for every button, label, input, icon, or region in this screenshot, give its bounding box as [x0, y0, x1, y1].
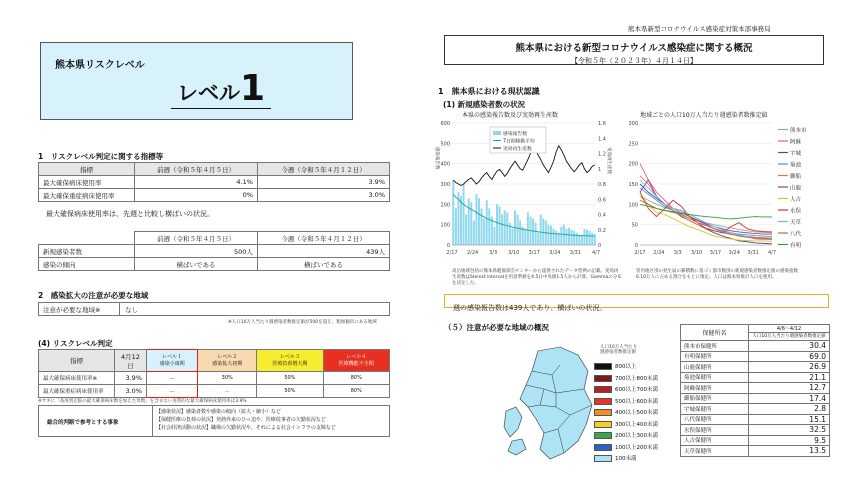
region-value: 13.5	[749, 446, 830, 457]
table-cell: 最大確保病床使用率	[39, 176, 135, 189]
y2-tick-label: 1.2	[598, 151, 606, 158]
summary-text: 週の感染報告数は439人であり、横ばいの状況。	[453, 304, 607, 312]
legend-label: 熊本市	[790, 128, 807, 134]
x-tick-label: 3/10	[508, 250, 520, 256]
table-cell: 80%	[323, 385, 389, 398]
y2-tick-label: 0.8	[598, 182, 606, 188]
map-legend-title: 人口10万人当たり週感染者数推定値	[600, 345, 638, 355]
table-row	[681, 446, 830, 457]
level-footnote: ※サギに「高度周辺院の最大確保病床数を加えた母数」を含まない実質的な最大確保病床使用率は3.9%	[38, 399, 247, 404]
level-name: レベル３	[279, 354, 300, 360]
y2-tick-label: 0.2	[598, 227, 606, 234]
table-cell: 3.9%	[115, 372, 147, 385]
org-name: 熊本県新型コロナウイルス感染症対策本部事務局	[628, 25, 771, 33]
table-row	[39, 385, 390, 398]
bar	[591, 233, 593, 245]
table-row	[681, 425, 830, 436]
bar	[578, 235, 580, 245]
table-row	[681, 351, 830, 362]
bar	[589, 231, 591, 245]
y2-tick-label: 0	[598, 243, 602, 249]
table-row	[39, 189, 390, 202]
bar	[475, 194, 477, 245]
region-table	[680, 324, 830, 457]
risk-level-number: 1	[240, 68, 266, 109]
legend-label: 阿蘇	[790, 139, 802, 146]
table-row	[39, 372, 390, 385]
region-name: 宇城保健所	[681, 404, 749, 415]
risk-level-title: 熊本県リスクレベル	[55, 60, 145, 71]
region-value: 69.0	[749, 351, 830, 362]
level-table	[38, 349, 390, 398]
series-line	[640, 204, 772, 219]
legend-label: 7日間移動平均	[503, 139, 535, 145]
y-tick-label: 200	[440, 202, 450, 209]
bar	[504, 210, 506, 245]
bar	[571, 230, 573, 245]
region-value: 30.4	[749, 341, 830, 352]
legend-item	[594, 443, 658, 455]
risk-level-label: レベル	[177, 81, 240, 105]
y2-tick-label: 0.6	[598, 197, 606, 204]
section4-title: (4) リスクレベル判定	[38, 339, 113, 348]
bar	[499, 206, 501, 245]
table-header: 前週（令和５年４月５日）	[135, 232, 258, 245]
table-row	[681, 414, 830, 425]
x-tick-label: 4/7	[591, 250, 601, 256]
y-tick-label: 50	[631, 222, 638, 229]
area-value: なし	[125, 306, 138, 314]
area-label: 注意が必要な地域※	[43, 306, 101, 314]
region-value: 15.1	[749, 414, 830, 425]
bar	[493, 227, 495, 245]
y2-axis-label: 実効再生産数	[606, 147, 611, 174]
divider	[152, 406, 153, 437]
table-cell: 30%	[198, 372, 257, 385]
region-name: 熊本市保健所	[681, 341, 749, 352]
bar	[560, 227, 562, 245]
indicator-table	[38, 162, 390, 202]
main-title: 熊本県における新型コロナウイルス感染症に関する概況	[515, 43, 753, 54]
level4-header	[323, 350, 389, 372]
chart1-note: 高岳地域包括の熊本県健康部会センターから提供されたデータ型例の記載。実効再生産数はSteinst intervalを用意準値を4.5日中央値1.5人から計算。Gammaの分布を決定した。	[452, 269, 622, 286]
region-name: 八代保健所	[681, 414, 749, 425]
map-legend	[594, 362, 658, 466]
legend-item	[594, 408, 658, 420]
legend-label: 500以上600未満	[615, 398, 658, 405]
table-cell: 500人	[135, 245, 258, 258]
y2-tick-label: 1.4	[598, 136, 606, 143]
bar	[542, 219, 544, 245]
y-tick-label: 150	[628, 182, 638, 188]
bar	[550, 226, 552, 245]
table-cell: 横ばいである	[257, 258, 389, 271]
y-tick-label: 250	[628, 141, 638, 148]
table-row	[39, 258, 390, 271]
area-note: ※人口10万人当たり週感染者数推定値が500を超え、粗加傾向にある地域	[228, 320, 377, 325]
bar	[573, 231, 575, 245]
table-cell: －	[147, 385, 198, 398]
table-header: 4月12日	[115, 350, 147, 372]
bar	[553, 229, 555, 245]
legend-label: 菊池	[790, 162, 802, 169]
risk-level-box	[40, 42, 353, 120]
level3-header	[257, 350, 323, 372]
bar	[583, 229, 585, 245]
legend-label: 400以上500未満	[615, 410, 658, 416]
legend-label: 山鹿	[790, 185, 802, 192]
y2-tick-label: 0.4	[598, 212, 606, 219]
chart1-title: 本県の感染報告数及び実効再生産数	[462, 112, 559, 119]
legend-label: 100未満	[615, 456, 637, 462]
x-tick-label: 3/31	[747, 250, 759, 256]
region-value: 17.4	[749, 393, 830, 404]
bar	[576, 233, 578, 245]
region-value: 12.7	[749, 383, 830, 394]
table-cell: 50%	[257, 372, 323, 385]
region-value: 26.9	[749, 362, 830, 373]
y-tick-label: 300	[628, 121, 638, 127]
bar	[527, 212, 529, 245]
chart2-title: 地域ごとの人口10万人当たり週感染者数推定値	[640, 112, 768, 119]
section1-right: 1 熊本県における現状認識	[438, 87, 540, 96]
y-tick-label: 500	[440, 141, 450, 148]
bar	[473, 221, 475, 245]
legend-label: 100以上200未満	[615, 444, 658, 451]
region-name: 人吉保健所	[681, 435, 749, 446]
x-tick-label: 3/3	[673, 250, 682, 256]
judge-label: 総合的判断で参考とする事象	[47, 420, 119, 426]
legend-label: 有明	[790, 243, 802, 249]
infection-table	[38, 231, 390, 271]
x-tick-label: 3/31	[569, 250, 582, 256]
bar	[468, 198, 470, 245]
y-tick-label: 200	[628, 161, 638, 168]
bar	[452, 180, 454, 245]
table-header: 今週（令和５年４月１２日）	[257, 163, 389, 176]
bar	[501, 215, 503, 246]
region-name: 天草保健所	[681, 446, 749, 457]
series-line	[640, 192, 772, 233]
table-header: 前週（令和５年４月５日）	[135, 163, 258, 176]
table-row	[39, 176, 390, 189]
bar	[481, 208, 483, 245]
bar	[547, 225, 549, 245]
table-cell: 80%	[323, 372, 389, 385]
level-sub: 感染小康期	[159, 360, 185, 367]
y2-tick-label: 1	[598, 166, 602, 173]
bar	[540, 215, 542, 246]
legend-label: 200以上300未満	[615, 433, 658, 439]
y2-tick-label: 1.6	[598, 121, 606, 127]
legend-swatch	[594, 386, 612, 393]
regional-chart	[622, 117, 832, 267]
legend-label: 800以上	[615, 364, 637, 370]
region-value: 32.5	[749, 425, 830, 436]
legend-item	[594, 385, 658, 397]
section5-title: （５）注意が必要な地域の概況	[444, 323, 549, 332]
x-tick-label: 3/17	[709, 250, 722, 256]
x-tick-label: 3/24	[728, 250, 740, 256]
table-cell: 最大確保病床使用率※	[39, 372, 115, 385]
judge-lines	[156, 408, 336, 432]
legend-item	[594, 397, 658, 409]
table-header: 指標	[39, 350, 115, 372]
legend-swatch	[594, 398, 612, 405]
indicator-note: 最大確保病床使用率は、先週と比較し横ばいの状況。	[46, 210, 214, 218]
level-name: レベル２	[217, 354, 238, 360]
table-cell: 0%	[135, 189, 258, 202]
area-box	[38, 302, 390, 316]
legend-label: 実効再生産数	[503, 147, 532, 152]
level2-header	[198, 350, 257, 372]
table-header: 4/6～4/12	[749, 325, 830, 333]
bar	[478, 198, 480, 245]
bar	[519, 221, 521, 245]
y-tick-label: 100	[440, 222, 450, 229]
table-cell: 最大確保重症病床使用率	[39, 189, 135, 202]
region-name: 阿蘇保健所	[681, 383, 749, 394]
legend-swatch	[594, 444, 612, 451]
bar	[511, 229, 513, 245]
bar	[483, 219, 485, 245]
judge-line: 【社会経済活動の状況】職場の欠勤状況や、それによる社会インフラの支障など	[156, 425, 336, 431]
table-cell: 3.0%	[257, 189, 389, 202]
region-value: 21.1	[749, 372, 830, 383]
level-sub: 感染拡大初期	[212, 360, 243, 367]
table-cell: 新規感染者数	[39, 245, 135, 258]
x-tick-label: 2/17	[446, 250, 458, 256]
legend-swatch	[594, 421, 612, 428]
bar	[565, 229, 567, 245]
bar	[537, 233, 539, 245]
y-tick-label: 0	[446, 243, 450, 249]
table-cell: 横ばいである	[135, 258, 258, 271]
y-tick-label: 600	[440, 121, 450, 127]
legend-swatch	[493, 131, 501, 135]
y-tick-label: 0	[634, 243, 638, 249]
bar	[463, 184, 465, 245]
legend-label: 宇城	[790, 151, 802, 157]
bar	[581, 236, 583, 245]
judge-line: 【保健医療の負荷の状況】発熱外来のひっ迫や、医療従事者の欠勤状況など	[156, 417, 326, 423]
summary-box	[444, 294, 829, 312]
bar	[535, 223, 537, 245]
table-cell: －	[147, 372, 198, 385]
table-row	[681, 404, 830, 415]
table-cell: 感染の傾向	[39, 258, 135, 271]
table-cell: －	[198, 385, 257, 398]
region-rows	[681, 341, 830, 457]
legend-item	[594, 454, 658, 466]
legend-label: 天草	[790, 220, 802, 226]
level1-header	[147, 350, 198, 372]
region-name: 菊池保健所	[681, 372, 749, 383]
level-sub: 医療負荷増大期	[272, 360, 308, 367]
x-tick-label: 2/17	[634, 250, 646, 256]
bar	[460, 196, 462, 245]
legend-label: 700以上800未満	[615, 375, 658, 382]
table-cell: 439人	[257, 245, 389, 258]
table-cell: 最大確保重症病床使用率	[39, 385, 115, 398]
table-header: 指標	[39, 163, 135, 176]
series-line	[640, 196, 772, 233]
subsection1: (1) 新規感染者数の状況	[443, 100, 526, 109]
legend-label: 人吉	[790, 197, 802, 203]
series-line	[640, 180, 772, 240]
table-cell: 50%	[257, 385, 323, 398]
y-axis-label: 感染報告数	[434, 147, 439, 170]
x-tick-label: 2/24	[653, 250, 665, 256]
judge-line: 【感染状況】感染者数や感染の傾向（拡大・縮小）など	[156, 409, 282, 415]
legend-item	[594, 374, 658, 386]
legend-swatch	[594, 409, 612, 416]
map-islands	[504, 407, 526, 455]
legend-label: 八代	[790, 231, 802, 238]
x-tick-label: 3/24	[549, 250, 561, 256]
table-row	[681, 383, 830, 394]
bar	[506, 212, 508, 245]
table-header: 保健所名	[681, 325, 749, 341]
x-tick-label: 3/3	[489, 250, 498, 256]
table-header: 今週（令和５年４月１２日）	[257, 232, 389, 245]
bar	[594, 234, 596, 245]
section1-title: 1 リスクレベル判定に関する指標等	[38, 152, 164, 161]
y-tick-label: 400	[440, 161, 450, 168]
bar	[455, 208, 457, 245]
legend-label: 水俣	[790, 208, 802, 215]
legend-label: 300以上400未満	[615, 421, 658, 428]
legend-swatch	[594, 363, 612, 370]
bar	[586, 230, 588, 245]
x-tick-label: 3/10	[690, 250, 703, 256]
x-tick-label: 2/24	[466, 250, 479, 256]
level-sub: 医療機能不全期	[338, 360, 374, 367]
legend-label: 感染報告数	[503, 132, 527, 137]
section2-title: 2 感染拡大の注意が必要な地域	[38, 291, 149, 300]
table-cell: 3.9%	[257, 176, 389, 189]
judge-box	[38, 405, 390, 437]
table-cell: 4.1%	[135, 176, 258, 189]
table-row	[681, 362, 830, 373]
legend-label: 600以上700未満	[615, 387, 658, 393]
table-row	[39, 245, 390, 258]
table-row	[681, 372, 830, 383]
legend-item	[594, 420, 658, 432]
legend-swatch	[594, 432, 612, 439]
legend-swatch	[594, 455, 612, 462]
table-cell: 3.0%	[115, 385, 147, 398]
region-name: 御船保健所	[681, 393, 749, 404]
table-header	[39, 232, 135, 245]
legend-swatch	[594, 375, 612, 382]
y-tick-label: 300	[440, 182, 450, 188]
legend-item	[594, 431, 658, 443]
x-tick-label: 4/7	[767, 250, 777, 256]
legend-item	[594, 362, 658, 374]
table-row	[681, 393, 830, 404]
x-tick-label: 3/17	[528, 250, 540, 256]
main-date: 【令和５年（２０２３年）４月１４日】	[571, 57, 697, 65]
level-name: レベル４	[346, 354, 367, 360]
legend-label: 御船	[790, 174, 802, 180]
bar	[496, 204, 498, 245]
region-value: 2.8	[749, 404, 830, 415]
bar	[465, 215, 467, 246]
risk-level-value	[171, 68, 271, 109]
level-name: レベル１	[162, 354, 183, 360]
table-header: 人口10万人当たり週感染者数推定値	[749, 333, 830, 341]
chart2-note: 管内地区別の発生届の累積数に基づく都市数別の新規感染者数推定値の感染指数6.10万人に占める割合をもとに推定。人口は熊本県推計人口を使用。	[636, 269, 798, 280]
bar	[555, 231, 557, 245]
bar	[532, 219, 534, 245]
region-value: 9.5	[749, 435, 830, 446]
region-name: 山鹿保健所	[681, 362, 749, 373]
case-chart	[430, 117, 612, 267]
bar	[558, 233, 560, 245]
table-row	[681, 435, 830, 446]
divider	[119, 303, 120, 316]
kumamoto-map	[500, 345, 600, 465]
region-name: 水俣保健所	[681, 425, 749, 436]
bar	[488, 208, 490, 245]
bar	[486, 200, 488, 245]
region-name: 有明保健所	[681, 351, 749, 362]
y-tick-label: 100	[628, 202, 638, 209]
bar	[517, 215, 519, 246]
bar	[568, 228, 570, 245]
main-title-box	[444, 35, 824, 65]
bar	[524, 230, 526, 245]
table-row	[681, 341, 830, 352]
